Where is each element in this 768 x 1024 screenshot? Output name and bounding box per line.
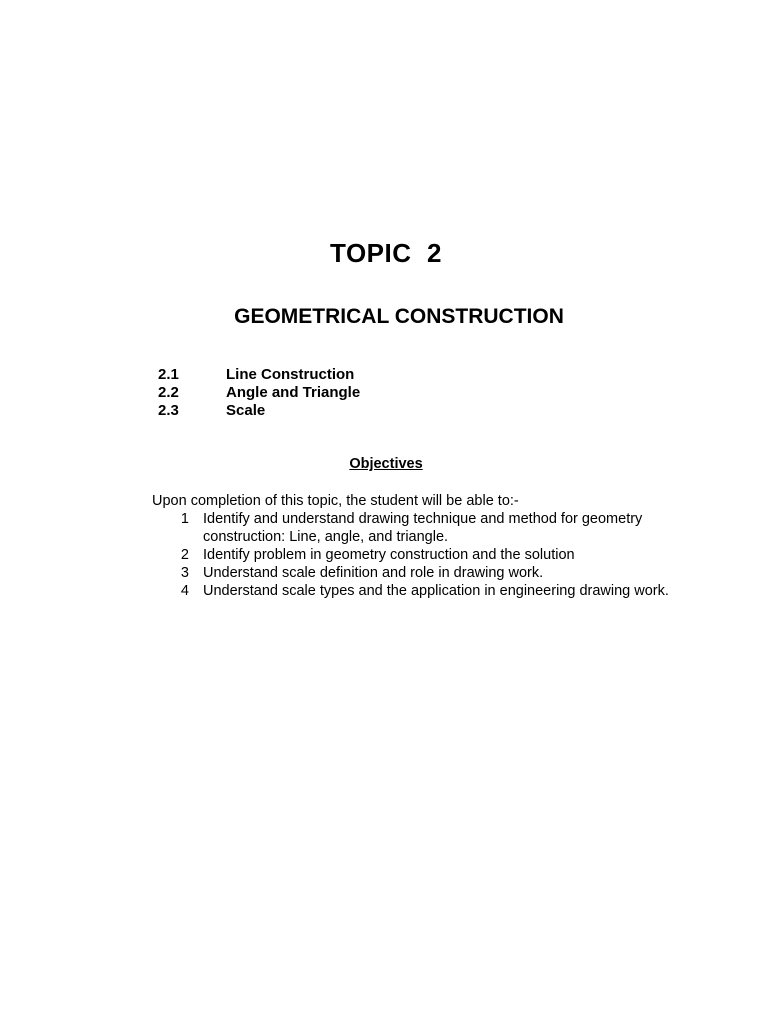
contents-list [158,366,360,420]
objective-text: Identify problem in geometry construction and the solution [203,547,575,563]
objective-item [152,546,672,564]
objectives-intro: Upon completion of this topic, the student will be able to:- [152,493,519,509]
contents-item-number: 2.3 [158,402,179,419]
objectives-heading: Objectives [349,456,423,472]
objective-item [152,510,672,546]
objective-text: Understand scale definition and role in drawing work. [203,565,544,581]
objectives-list [152,510,672,600]
objective-text: Understand scale types and the application in engineering drawing work. [203,583,669,599]
contents-item-label: Line Construction [226,366,355,383]
topic-title: TOPIC 2 [330,238,442,268]
contents-item [158,366,360,384]
objective-number: 3 [180,565,189,581]
objective-number: 1 [180,511,189,527]
objective-item [152,582,672,600]
topic-subtitle: GEOMETRICAL CONSTRUCTION [234,305,564,328]
contents-item [158,402,360,420]
objective-number: 4 [180,583,189,599]
contents-item-label: Angle and Triangle [226,384,361,401]
objective-text: Identify and understand drawing technique and method for geometry construction: Line, angle, and triangle. [203,511,643,545]
contents-item-number: 2.2 [158,384,179,401]
objective-number: 2 [180,547,189,563]
objective-item [152,564,672,582]
contents-item-label: Scale [226,402,266,419]
contents-item-number: 2.1 [158,366,179,383]
contents-item [158,384,360,402]
